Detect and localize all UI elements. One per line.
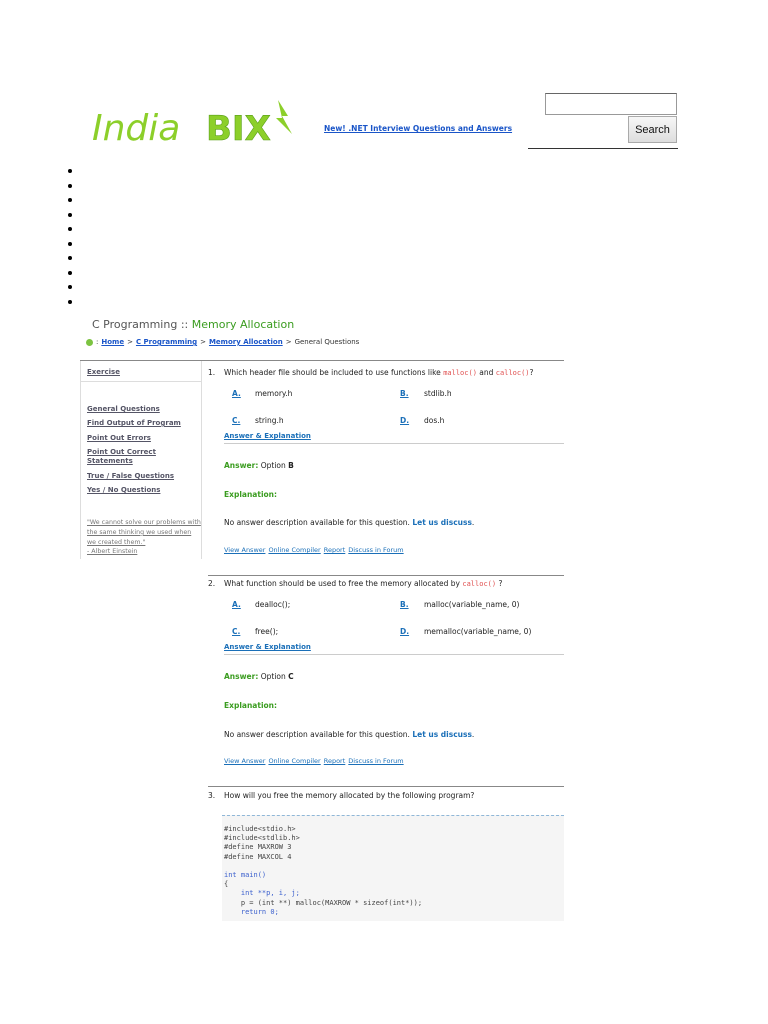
question-number: 2. — [208, 579, 216, 588]
page-title — [92, 318, 294, 331]
explanation-text — [224, 730, 474, 739]
explanation-text — [224, 518, 474, 527]
code-line: #define MAXROW 3 — [224, 843, 292, 852]
sidebar — [80, 361, 202, 559]
sidebar-item-point-out-errors[interactable]: Point Out Errors — [87, 434, 151, 442]
crumb-c-programming[interactable]: C Programming — [135, 338, 198, 346]
answer-value: B — [288, 461, 294, 470]
question-text-part: ? — [496, 579, 503, 588]
explanation-body: No answer description available for this question. — [224, 730, 413, 739]
sidebar-item-find-output[interactable]: Find Output of Program — [87, 419, 181, 427]
option-c-link[interactable]: C. — [232, 627, 241, 636]
option-d-link[interactable]: D. — [400, 627, 410, 636]
online-compiler-link[interactable]: Online Compiler — [268, 546, 321, 554]
lightning-icon — [276, 100, 292, 134]
code-block — [222, 815, 564, 921]
option-d-text: dos.h — [424, 416, 445, 425]
code-line: #include<stdio.h> — [224, 825, 296, 833]
question-number: 3. — [208, 791, 216, 800]
option-d-text: memalloc(variable_name, 0) — [424, 627, 532, 636]
logo-text-bix: BIX — [206, 109, 271, 149]
explanation-period: . — [471, 518, 475, 527]
explanation-body: No answer description available for this question. — [224, 518, 413, 527]
sidebar-item-point-out-correct[interactable]: Point Out Correct Statements — [87, 448, 156, 465]
action-links — [224, 757, 404, 765]
code-line: #define MAXCOL 4 — [224, 852, 292, 861]
view-answer-link[interactable]: View Answer — [224, 546, 266, 554]
sidebar-divider — [81, 381, 202, 382]
option-b-text: stdlib.h — [424, 389, 452, 398]
logo-graphic — [88, 94, 298, 156]
question-text-part: Which header file should be included to use functions like — [224, 368, 444, 377]
question-text-part: ? — [529, 368, 534, 377]
explanation-label: Explanation: — [224, 701, 278, 710]
code-line: int main() — [224, 871, 267, 880]
question-text — [224, 368, 534, 377]
crumb-sep: > — [127, 338, 133, 346]
answer-label: Answer: — [224, 672, 259, 681]
crumb-memory-allocation[interactable]: Memory Allocation — [208, 338, 283, 346]
header-divider — [528, 148, 678, 149]
logo-text-india: India — [92, 108, 181, 149]
view-answer-link[interactable]: View Answer — [224, 757, 266, 765]
answer-prefix: Option — [260, 672, 286, 681]
question-text: How will you free the memory allocated by the following program? — [224, 791, 475, 800]
code-line — [224, 862, 564, 871]
code-line: return 0; — [224, 907, 279, 916]
report-link[interactable]: Report — [323, 546, 346, 554]
question-text — [224, 579, 502, 588]
explanation-period: . — [471, 730, 475, 739]
inline-code: calloc() — [462, 580, 497, 588]
option-d-link[interactable]: D. — [400, 416, 410, 425]
crumb-sep: > — [285, 338, 292, 346]
sidebar-exercise[interactable]: Exercise — [87, 368, 120, 376]
discuss-forum-link[interactable]: Discuss in Forum — [348, 757, 404, 765]
answer-prefix: Option — [260, 461, 286, 470]
title-separator: :: — [177, 318, 192, 331]
sidebar-item-general-questions[interactable]: General Questions — [87, 405, 160, 413]
code-line: int **p, i, j; — [224, 889, 300, 898]
question-divider — [208, 786, 564, 787]
option-c-text: free(); — [255, 627, 279, 636]
crumb-sep: > — [200, 338, 206, 346]
option-a-text: memory.h — [255, 389, 293, 398]
question-number: 1. — [208, 368, 216, 377]
title-topic: Memory Allocation — [191, 318, 295, 331]
option-b-link[interactable]: B. — [400, 600, 409, 609]
question-text-part: What function should be used to free the memory allocated by — [224, 579, 463, 588]
question-text-part: and — [476, 368, 496, 377]
option-c-text: string.h — [255, 416, 284, 425]
search-button[interactable]: Search — [628, 116, 677, 143]
indiabix-logo[interactable] — [88, 94, 298, 156]
answer-line — [224, 672, 294, 681]
crumb-home[interactable]: Home — [101, 338, 125, 346]
report-link[interactable]: Report — [323, 757, 346, 765]
quote-text: "We cannot solve our problems with the same thinking we used when we created them." — [87, 519, 201, 546]
promo-link[interactable]: New! .NET Interview Questions and Answers — [324, 124, 513, 133]
answer-value: C — [288, 672, 294, 681]
bullet-dot-icon — [86, 339, 93, 346]
breadcrumb — [86, 338, 359, 346]
discuss-forum-link[interactable]: Discuss in Forum — [348, 546, 404, 554]
option-b-text: malloc(variable_name, 0) — [424, 600, 520, 609]
quote-author: - Albert Einstein — [87, 548, 138, 556]
option-c-link[interactable]: C. — [232, 416, 241, 425]
question-divider — [208, 575, 564, 576]
option-a-link[interactable]: A. — [232, 389, 241, 398]
sidebar-item-yes-no[interactable]: Yes / No Questions — [87, 486, 161, 494]
explanation-label: Explanation: — [224, 490, 278, 499]
answer-divider — [224, 443, 564, 444]
title-category: C Programming — [92, 318, 178, 331]
sidebar-item-true-false[interactable]: True / False Questions — [87, 472, 175, 480]
action-links — [224, 546, 404, 554]
option-a-text: dealloc(); — [255, 600, 291, 609]
option-a-link[interactable]: A. — [232, 600, 241, 609]
crumb-colon: : — [96, 338, 99, 346]
crumb-current: General Questions — [294, 338, 360, 346]
answer-explanation-link[interactable]: Answer & Explanation — [224, 643, 311, 651]
quote — [87, 518, 201, 557]
search-input[interactable] — [545, 93, 677, 115]
discuss-link[interactable]: Let us discuss — [412, 518, 472, 527]
option-b-link[interactable]: B. — [400, 389, 409, 398]
answer-label: Answer: — [224, 461, 259, 470]
inline-code: malloc() — [443, 369, 477, 377]
code-line: #include<stdlib.h> — [224, 834, 300, 843]
answer-line — [224, 461, 294, 470]
code-line: { — [224, 880, 229, 889]
inline-code: calloc() — [495, 369, 530, 377]
online-compiler-link[interactable]: Online Compiler — [268, 757, 321, 765]
answer-explanation-link[interactable]: Answer & Explanation — [224, 432, 311, 440]
code-line: p = (int **) malloc(MAXROW * sizeof(int*)); — [224, 898, 423, 907]
discuss-link[interactable]: Let us discuss — [412, 730, 472, 739]
answer-divider — [224, 654, 564, 655]
